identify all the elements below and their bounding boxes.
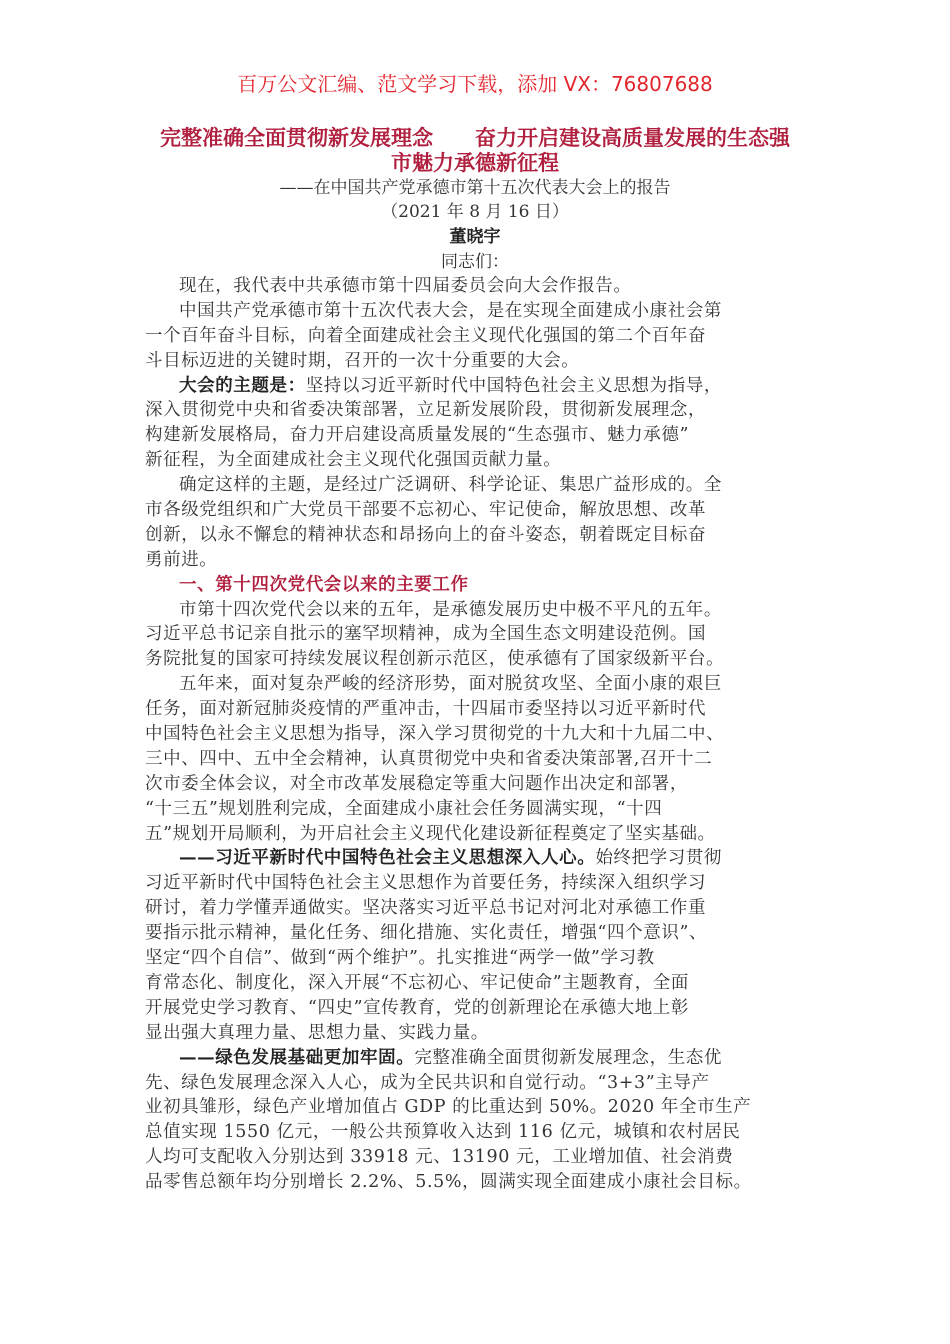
paragraph-line bbox=[145, 498, 825, 523]
paragraph-line bbox=[145, 299, 825, 324]
line-text: 始终把学习贯彻 bbox=[595, 848, 723, 869]
line-text: 五年来，面对复杂严峻的经济形势，面对脱贫攻坚、全面小康的艰巨 bbox=[179, 674, 722, 695]
paragraph-lead: ——习近平新时代中国特色社会主义思想深入人心。 bbox=[179, 848, 596, 869]
author: 董晓宇 bbox=[449, 227, 501, 247]
line-text: 斗目标迈进的关键时期，召开的一次十分重要的大会。 bbox=[145, 350, 580, 371]
line-text: 一个百年奋斗目标，向着全面建成社会主义现代化强国的第二个百年奋 bbox=[145, 325, 707, 346]
line-text: 育常态化、制度化，深入开展“不忘初心、牢记使命”主题教育，全面 bbox=[145, 972, 689, 993]
line-text: 新征程，为全面建成社会主义现代化强国贡献力量。 bbox=[145, 450, 562, 471]
line-text: 显出强大真理力量、思想力量、实践力量。 bbox=[145, 1022, 489, 1043]
title-line-2: 市魅力承德新征程 bbox=[391, 150, 559, 175]
line-text: 业初具雏形，绿色产业增加值占 GDP 的比重达到 50%。2020 年全市生产 bbox=[145, 1097, 752, 1118]
paragraph-line bbox=[145, 1046, 825, 1071]
paragraph-line bbox=[145, 374, 825, 399]
line-text: 先、绿色发展理念深入人心，成为全民共识和自觉行动。“3+3”主导产 bbox=[145, 1072, 710, 1093]
line-text: 习近平新时代中国特色社会主义思想作为首要任务，持续深入组织学习 bbox=[145, 873, 707, 894]
line-text: 中国特色社会主义思想为指导，深入学习贯彻党的十九大和十九届二中、 bbox=[145, 724, 725, 745]
paragraph-line bbox=[145, 423, 825, 448]
line-text: 次市委全体会议，对全市改革发展稳定等重大问题作出决定和部署， bbox=[145, 773, 688, 794]
line-text: 品零售总额年均分别增长 2.2%、5.5%，圆满实现全面建成小康社会目标。 bbox=[145, 1172, 752, 1193]
paragraph-line bbox=[145, 523, 825, 548]
paragraph-line bbox=[145, 697, 825, 722]
paragraph-line bbox=[145, 398, 825, 423]
paragraph-line bbox=[145, 349, 825, 374]
line-text: 深入贯彻党中央和省委决策部署，立足新发展阶段，贯彻新发展理念， bbox=[145, 400, 707, 421]
line-text: 任务，面对新冠肺炎疫情的严重冲击，十四届市委坚持以习近平新时代 bbox=[145, 699, 707, 720]
line-text: 三中、四中、五中全会精神，认真贯彻党中央和省委决策部署,召开十二 bbox=[145, 748, 713, 769]
paragraph-lead: 大会的主题是： bbox=[179, 375, 306, 396]
paragraph-line bbox=[145, 822, 825, 847]
document-title bbox=[140, 125, 810, 175]
paragraph-line bbox=[145, 797, 825, 822]
line-text: 确定这样的主题，是经过广泛调研、科学论证、集思广益形成的。全 bbox=[179, 475, 722, 496]
line-text: 市各级党组织和广大党员干部要不忘初心、牢记使命，解放思想、改革 bbox=[145, 500, 707, 521]
paragraph-line bbox=[145, 1170, 825, 1195]
paragraph-line bbox=[145, 647, 825, 672]
paragraph-line bbox=[145, 871, 825, 896]
line-text: 五”规划开局顺利，为开启社会主义现代化建设新征程奠定了坚实基础。 bbox=[145, 823, 716, 844]
line-text: 现在，我代表中共承德市第十四届委员会向大会作报告。 bbox=[179, 276, 632, 296]
line-text: 坚持以习近平新时代中国特色社会主义思想为指导， bbox=[305, 375, 723, 396]
paragraph-line bbox=[145, 846, 825, 871]
paragraph-line bbox=[145, 448, 825, 473]
paragraph-line bbox=[145, 473, 825, 498]
line-text: 务院批复的国家可持续发展议程创新示范区，使承德有了国家级新平台。 bbox=[145, 649, 725, 670]
line-text: 完整准确全面贯彻新发展理念，生态优 bbox=[414, 1047, 723, 1068]
line-text: 市第十四次党代会以来的五年，是承德发展历史中极不平凡的五年。 bbox=[179, 599, 722, 620]
watermark-banner: 百万公文汇编、范文学习下载，添加 VX：76807688 bbox=[237, 72, 713, 96]
subtitle: ——在中国共产党承德市第十五次代表大会上的报告 bbox=[279, 178, 671, 198]
paragraph-line bbox=[145, 772, 825, 797]
paragraph-line bbox=[145, 1145, 825, 1170]
line-text: 勇前进。 bbox=[145, 549, 218, 570]
line-text: 总值实现 1550 亿元，一般公共预算收入达到 116 亿元，城镇和农村居民 bbox=[145, 1122, 741, 1143]
paragraph-line bbox=[145, 896, 825, 921]
paragraph-line bbox=[145, 1120, 825, 1145]
paragraph-line bbox=[145, 1021, 825, 1046]
line-text: 构建新发展格局，奋力开启建设高质量发展的“生态强市、魅力承德” bbox=[145, 425, 689, 446]
paragraph-line bbox=[145, 747, 825, 772]
section-heading: 一、第十四次党代会以来的主要工作 bbox=[179, 574, 469, 595]
line-text: 人均可支配收入分别达到 33918 元、13190 元，工业增加值、社会消费 bbox=[145, 1147, 734, 1168]
line-text: 要指示批示精神，量化任务、细化措施、实化责任，增强“四个意识”、 bbox=[145, 923, 708, 944]
line-text: 创新，以永不懈怠的精神状态和昂扬向上的奋斗姿态，朝着既定目标奋 bbox=[145, 524, 707, 545]
paragraph-line bbox=[145, 622, 825, 647]
line-text: 研讨，着力学懂弄通做实。坚决落实习近平总书记对河北对承德工作重 bbox=[145, 898, 707, 919]
title-line-1: 完整准确全面贯彻新发展理念 奋力开启建设高质量发展的生态强 bbox=[160, 125, 790, 150]
paragraph-lead: ——绿色发展基础更加牢固。 bbox=[179, 1047, 415, 1068]
paragraph-line bbox=[145, 324, 825, 349]
document-body bbox=[145, 274, 825, 1195]
date: （2021 年 8 月 16 日） bbox=[381, 202, 569, 222]
line-text: 开展党史学习教育、“四史”宣传教育，党的创新理论在承德大地上彰 bbox=[145, 997, 689, 1018]
paragraph-line bbox=[145, 1095, 825, 1120]
paragraph-line bbox=[145, 722, 825, 747]
paragraph-line bbox=[145, 274, 825, 299]
line-text: 习近平总书记亲自批示的塞罕坝精神，成为全国生态文明建设范例。国 bbox=[145, 624, 707, 645]
salutation: 同志们： bbox=[441, 252, 509, 272]
line-text: “十三五”规划胜利完成，全面建成小康社会任务圆满实现，“十四 bbox=[145, 798, 663, 819]
paragraph-line bbox=[145, 672, 825, 697]
paragraph-line bbox=[145, 921, 825, 946]
paragraph-line bbox=[145, 548, 825, 573]
paragraph-line bbox=[145, 598, 825, 623]
line-text: 中国共产党承德市第十五次代表大会，是在实现全面建成小康社会第 bbox=[179, 300, 722, 321]
paragraph-line bbox=[145, 946, 825, 971]
paragraph-line bbox=[145, 996, 825, 1021]
paragraph-line bbox=[145, 971, 825, 996]
line-text: 坚定“四个自信”、做到“两个维护”。扎实推进“两学一做”学习教 bbox=[145, 948, 655, 969]
paragraph-line bbox=[145, 1071, 825, 1096]
